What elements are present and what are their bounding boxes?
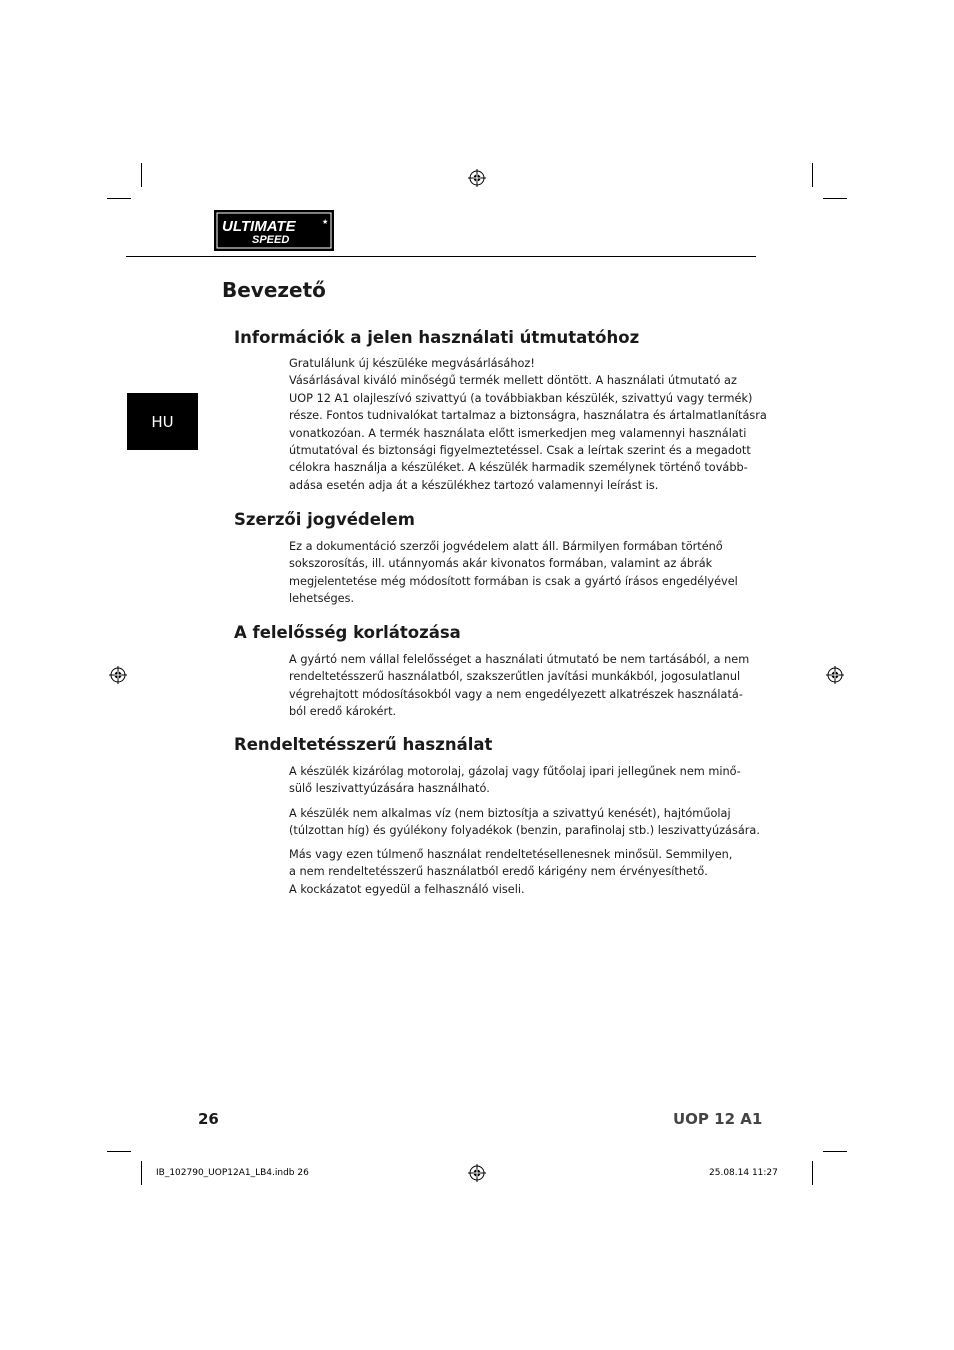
crop-mark-bottom-left-v <box>141 1161 142 1185</box>
text-line: Gratulálunk új készüléke megvásárlásához! <box>289 357 535 370</box>
text-line: A gyártó nem vállal felelősséget a használati útmutató be nem tartásából, a nem <box>289 653 750 666</box>
text-line: sülő leszivattyúzására használható. <box>289 782 490 796</box>
text-line: Más vagy ezen túlmenő használat rendeltetésellenesnek minősül. Semmilyen, <box>289 848 733 861</box>
section-heading: A felelősség korlátozása <box>234 623 461 642</box>
text-line: (túlzottan híg) és gyúlékony folyadékok (benzin, parafinolaj stb.) leszivattyúzására. <box>289 824 760 838</box>
text-line: Ez a dokumentáció szerzői jogvédelem alatt áll. Bármilyen formában történő <box>289 540 723 553</box>
crop-mark-bottom-right-h <box>823 1151 847 1152</box>
section-heading: Szerzői jogvédelem <box>234 510 415 529</box>
crop-mark-top-left-h <box>107 198 131 199</box>
text-line: lehetséges. <box>289 592 355 606</box>
crop-mark-bottom-right-v <box>812 1161 813 1185</box>
crop-mark-top-right-v <box>812 163 813 187</box>
section-body <box>289 538 739 608</box>
section-body <box>289 355 767 494</box>
text-line: végrehajtott módosításokból vagy a nem engedélyezett alkatrészek használatá- <box>289 687 743 701</box>
registration-mark-icon <box>468 169 486 187</box>
header-rule <box>126 256 756 257</box>
text-line: rendeltetésszerű használatból, szakszerűtlen javítási munkákból, jogosulatlanul <box>289 670 741 684</box>
section-paragraph <box>289 763 739 798</box>
text-line: adása esetén adja át a készülékhez tartozó valamennyi leírást is. <box>289 478 659 492</box>
text-line: célokra használja a készüléket. A készülék harmadik személynek történő tovább- <box>289 461 748 475</box>
section-paragraph <box>289 805 760 840</box>
text-line: része. Fontos tudnivalókat tartalmaz a biztonságra, használatra és ártalmatlanításra <box>289 409 767 423</box>
text-line: UOP 12 A1 olajleszívó szivattyú (a továbbiakban készülék, szivattyú vagy termék) <box>289 391 753 405</box>
language-tab <box>127 393 198 450</box>
section-body <box>289 651 750 721</box>
registration-mark-icon <box>109 666 127 684</box>
ultimate-speed-logo <box>214 210 334 251</box>
crop-mark-top-right-h <box>823 198 847 199</box>
section-heading: Rendeltetésszerű használat <box>234 735 493 754</box>
registration-mark-icon <box>468 1164 486 1182</box>
text-line: A készülék kizárólag motorolaj, gázolaj vagy fűtőolaj ipari jellegűnek nem minő- <box>289 765 741 778</box>
svg-text:ULTIMATE: ULTIMATE <box>222 218 296 235</box>
print-timestamp: 25.08.14 11:27 <box>709 1168 778 1178</box>
text-line: vonatkozóan. A termék használata előtt ismerkedjen meg valamennyi használati <box>289 426 747 440</box>
page-title: Bevezető <box>222 278 326 302</box>
page-number: 26 <box>198 1110 219 1128</box>
text-line: útmutatóval és biztonsági figyelmeztetéssel. Csak a leírtak szerint és a megadott <box>289 444 751 458</box>
crop-mark-top-left-v <box>141 163 142 187</box>
text-line: sokszorosítás, ill. utánnyomás akár kivonatos formában, valamint az ábrák <box>289 557 713 571</box>
text-line: megjelentetése még módosított formában is csak a gyártó írásos engedélyével <box>289 574 738 588</box>
language-tab-label: HU <box>151 412 174 431</box>
svg-text:SPEED: SPEED <box>252 234 290 246</box>
crop-mark-bottom-left-h <box>107 1151 131 1152</box>
text-line: ból eredő károkért. <box>289 705 397 719</box>
section-heading: Információk a jelen használati útmutatóhoz <box>234 328 640 347</box>
section-paragraph <box>289 846 739 898</box>
file-slug: IB_102790_UOP12A1_LB4.indb 26 <box>156 1168 309 1178</box>
svg-text:★: ★ <box>322 218 329 226</box>
text-line: A kockázatot egyedül a felhasználó viseli. <box>289 882 525 896</box>
text-line: a nem rendeltetésszerű használatból eredő kárigény nem érvényesíthető. <box>289 865 708 879</box>
registration-mark-icon <box>826 666 844 684</box>
model-label: UOP 12 A1 <box>673 1110 763 1128</box>
text-line: Vásárlásával kiváló minőségű termék mellett döntött. A használati útmutató az <box>289 374 737 388</box>
text-line: A készülék nem alkalmas víz (nem biztosítja a szivattyú kenését), hajtóműolaj <box>289 807 731 820</box>
